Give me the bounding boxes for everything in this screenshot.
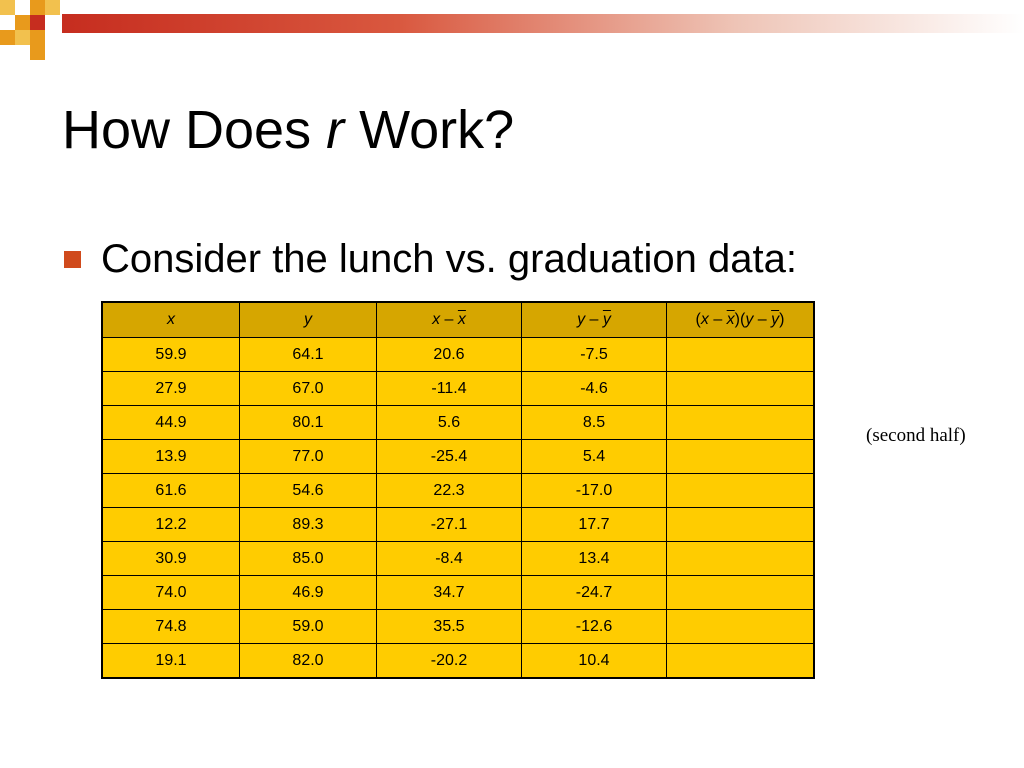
bullet-item — [64, 229, 797, 289]
cell-x-value: 44.9 — [102, 406, 240, 440]
cell-product — [667, 474, 815, 508]
table-row — [102, 440, 814, 474]
cell-x-deviation: 34.7 — [377, 576, 522, 610]
cell-y-deviation: 10.4 — [522, 644, 667, 679]
table-row — [102, 474, 814, 508]
prod-y-mean: $\overline{y}$ — [771, 311, 780, 328]
cell-x-value: 59.9 — [102, 338, 240, 372]
prod-mid: )( — [734, 311, 746, 328]
cell-y-value: 67.0 — [240, 372, 377, 406]
decor-square — [45, 15, 60, 30]
cell-y-value: 85.0 — [240, 542, 377, 576]
decor-square — [15, 15, 30, 30]
dev-y-mean: $\overline{y}$ — [602, 311, 611, 328]
cell-product — [667, 406, 815, 440]
prod-x: x — [700, 311, 709, 328]
title-text-start: How Does — [62, 100, 327, 160]
prod-minus-y: – — [753, 311, 772, 328]
decor-square — [30, 15, 45, 30]
header-x-deviation — [377, 302, 522, 338]
cell-y-deviation: -17.0 — [522, 474, 667, 508]
cell-y-deviation: -4.6 — [522, 372, 667, 406]
decor-square — [15, 0, 30, 15]
title-text-end: Work? — [344, 100, 515, 160]
cell-x-value: 13.9 — [102, 440, 240, 474]
table-row — [102, 542, 814, 576]
decor-square — [45, 30, 60, 45]
cell-y-deviation: 8.5 — [522, 406, 667, 440]
cell-x-deviation: -27.1 — [377, 508, 522, 542]
dev-y-var: y — [577, 311, 586, 328]
dev-x-mean: $\overline{x}$ — [457, 311, 466, 328]
decor-square — [0, 30, 15, 45]
cell-product — [667, 542, 815, 576]
table-header-row — [102, 302, 814, 338]
slide-title — [62, 98, 514, 162]
cell-product — [667, 610, 815, 644]
table-row — [102, 372, 814, 406]
cell-y-value: 82.0 — [240, 644, 377, 679]
cell-product — [667, 508, 815, 542]
cell-y-value: 46.9 — [240, 576, 377, 610]
cell-product — [667, 644, 815, 679]
cell-y-value: 89.3 — [240, 508, 377, 542]
header-y-label: y — [304, 311, 312, 328]
prod-open: ( — [695, 311, 701, 328]
table-row — [102, 644, 814, 679]
table-row — [102, 610, 814, 644]
cell-product — [667, 576, 815, 610]
cell-x-value: 61.6 — [102, 474, 240, 508]
cell-x-value: 30.9 — [102, 542, 240, 576]
cell-x-deviation: 35.5 — [377, 610, 522, 644]
cell-x-value: 27.9 — [102, 372, 240, 406]
cell-product — [667, 372, 815, 406]
cell-x-value: 12.2 — [102, 508, 240, 542]
dev-x-minus: – — [440, 311, 458, 328]
cell-x-deviation: -8.4 — [377, 542, 522, 576]
cell-y-value: 77.0 — [240, 440, 377, 474]
bullet-text: Consider the lunch vs. graduation data: — [101, 237, 797, 281]
table-row — [102, 338, 814, 372]
prod-x-mean: $\overline{x}$ — [726, 311, 735, 328]
table-row — [102, 508, 814, 542]
cell-y-value: 54.6 — [240, 474, 377, 508]
decor-square — [45, 0, 60, 15]
cell-product — [667, 338, 815, 372]
decor-square — [30, 0, 45, 15]
cell-y-deviation: -7.5 — [522, 338, 667, 372]
cell-x-value: 74.0 — [102, 576, 240, 610]
bullet-square-icon — [64, 251, 81, 268]
cell-x-deviation: -11.4 — [377, 372, 522, 406]
decor-square — [30, 30, 45, 45]
prod-minus-x: – — [708, 311, 727, 328]
cell-y-value: 64.1 — [240, 338, 377, 372]
table-row — [102, 576, 814, 610]
dev-x-var: x — [432, 311, 441, 328]
header-x — [102, 302, 240, 338]
header-gradient-bar — [62, 14, 1024, 33]
cell-x-deviation: 20.6 — [377, 338, 522, 372]
cell-y-deviation: 5.4 — [522, 440, 667, 474]
title-variable: r — [326, 100, 345, 160]
header-y — [240, 302, 377, 338]
decor-square — [30, 45, 45, 60]
cell-y-deviation: 17.7 — [522, 508, 667, 542]
cell-y-deviation: -12.6 — [522, 610, 667, 644]
cell-y-deviation: -24.7 — [522, 576, 667, 610]
dev-y-minus: – — [585, 311, 603, 328]
side-note: (second half) — [866, 425, 966, 446]
decor-square — [0, 15, 15, 30]
header-y-deviation — [522, 302, 667, 338]
cell-x-deviation: -25.4 — [377, 440, 522, 474]
header-x-label: x — [167, 311, 175, 328]
data-table — [101, 301, 815, 679]
cell-y-value: 59.0 — [240, 610, 377, 644]
prod-close: ) — [779, 311, 785, 328]
cell-x-deviation: -20.2 — [377, 644, 522, 679]
decor-square — [0, 0, 15, 15]
cell-y-value: 80.1 — [240, 406, 377, 440]
decor-square — [15, 30, 30, 45]
header-product — [667, 302, 815, 338]
cell-x-deviation: 22.3 — [377, 474, 522, 508]
cell-x-deviation: 5.6 — [377, 406, 522, 440]
cell-y-deviation: 13.4 — [522, 542, 667, 576]
cell-x-value: 74.8 — [102, 610, 240, 644]
prod-y: y — [745, 311, 754, 328]
table-row — [102, 406, 814, 440]
header-decoration — [0, 0, 1024, 60]
cell-x-value: 19.1 — [102, 644, 240, 679]
table-body — [102, 338, 814, 679]
cell-product — [667, 440, 815, 474]
